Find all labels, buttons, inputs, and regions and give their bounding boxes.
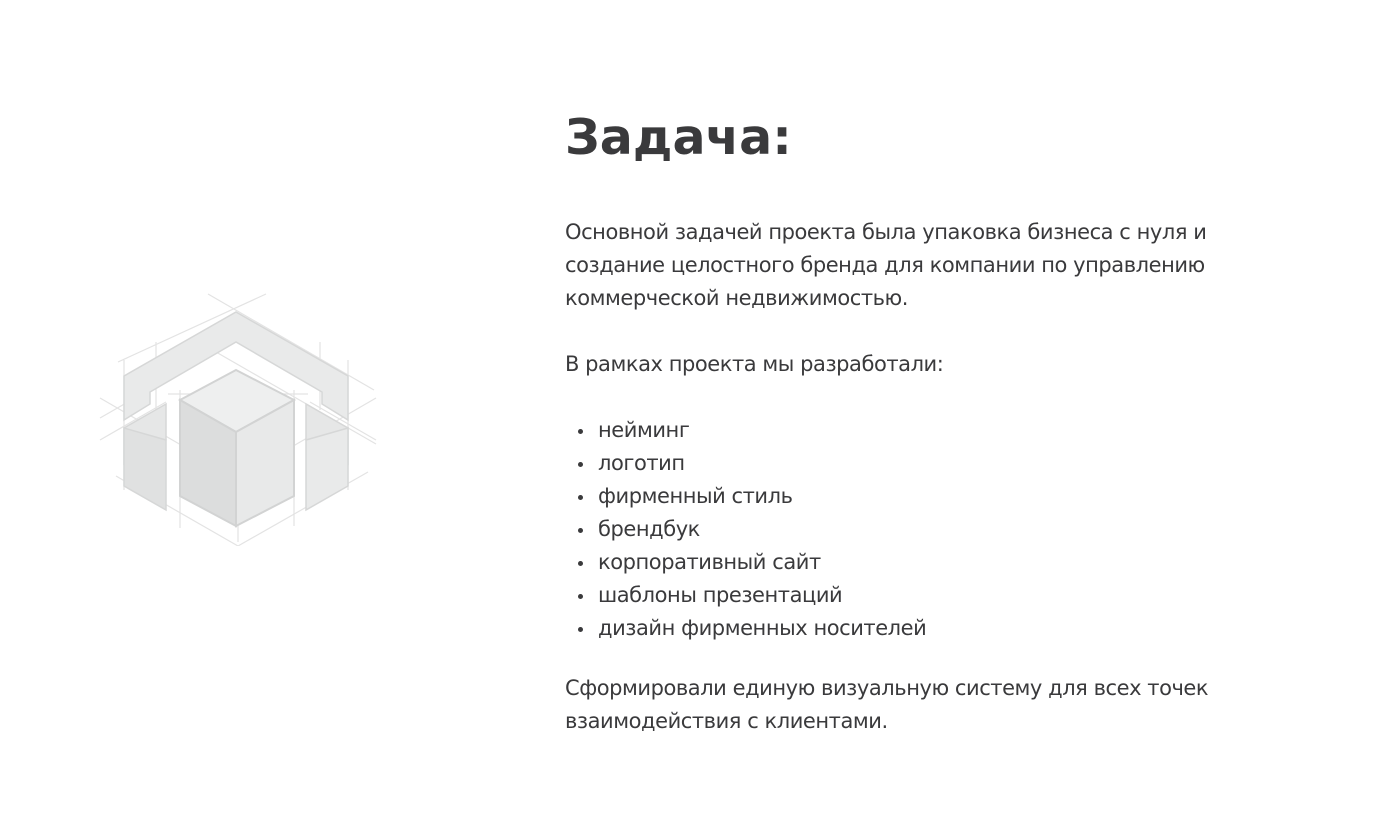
list-item: корпоративный сайт bbox=[598, 546, 1285, 579]
left-wall-panel bbox=[124, 428, 166, 510]
right-wall-panel bbox=[306, 428, 348, 510]
brand-logo bbox=[96, 290, 380, 546]
section-title: Задача: bbox=[565, 109, 792, 166]
deliverables-list bbox=[565, 414, 1285, 645]
list-item: дизайн фирменных носителей bbox=[598, 612, 1285, 645]
list-item: шаблоны презентаций bbox=[598, 579, 1285, 612]
list-item: нейминг bbox=[598, 414, 1285, 447]
intro-paragraph: Основной задачей проекта была упаковка бизнеса с нуля и создание целостного бренда для компании по управлению коммерческой недвижимостью. bbox=[565, 220, 1207, 310]
list-item: брендбук bbox=[598, 513, 1285, 546]
conclusion-paragraph: Сформировали единую визуальную систему для всех точек взаимодействия с клиентами. bbox=[565, 676, 1209, 733]
list-item: фирменный стиль bbox=[598, 480, 1285, 513]
isometric-cube-logo-icon bbox=[96, 290, 380, 546]
task-section bbox=[565, 108, 1285, 738]
list-item: логотип bbox=[598, 447, 1285, 480]
list-intro: В рамках проекта мы разработали: bbox=[565, 352, 944, 376]
